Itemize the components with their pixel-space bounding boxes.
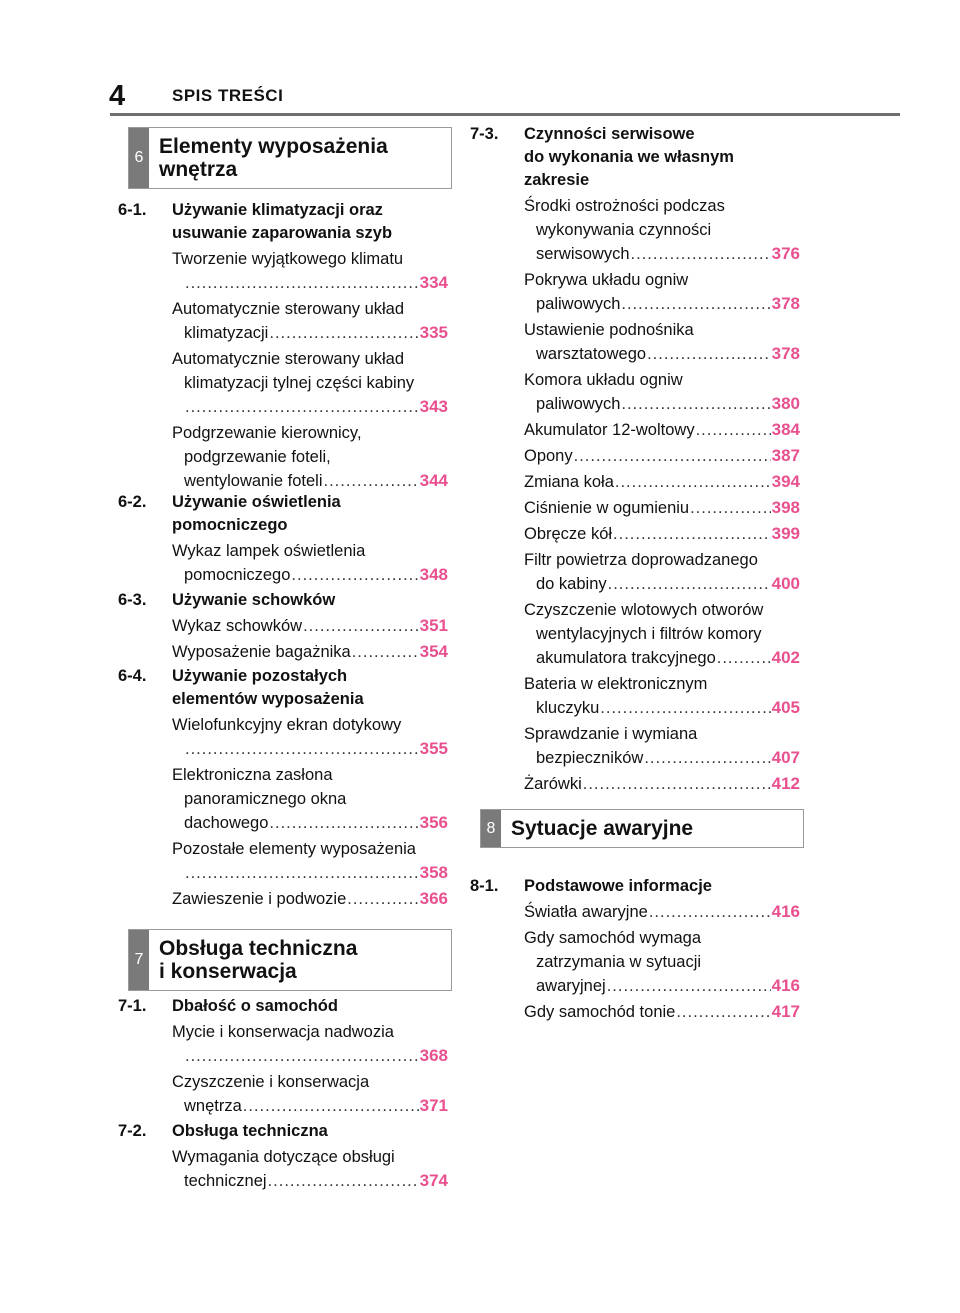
chapter-6-4 (118, 665, 448, 913)
toc-entry-line (172, 1094, 448, 1118)
chapter-title-line: usuwanie zaparowania szyb (172, 224, 393, 242)
toc-entry-text: Zmiana koła (524, 473, 614, 491)
chapter-6-3 (118, 589, 448, 666)
chapter-title-line: Podstawowe informacje (524, 877, 712, 895)
page-link[interactable]: 344 (419, 471, 448, 490)
toc-entry-line (524, 522, 800, 546)
section-title (149, 128, 398, 188)
toc-entry-line (524, 242, 800, 266)
toc-entry-text: Filtr powietrza doprowadzanego (524, 551, 758, 569)
dot-leader (574, 444, 771, 468)
chapter-7-3 (470, 123, 800, 798)
toc-entry-text: Elektroniczna zasłona (172, 766, 333, 784)
toc-entry-text: Gdy samochód wymaga (524, 929, 701, 947)
toc-entry-line (524, 772, 800, 796)
dot-leader (291, 563, 418, 587)
page-link[interactable]: 376 (771, 244, 800, 263)
toc-entry-text: Tworzenie wyjątkowego klimatu (172, 250, 404, 268)
chapter-title-line: do wykonania we własnym (524, 148, 734, 166)
page-link[interactable]: 387 (771, 446, 800, 465)
toc-entry[interactable] (524, 1000, 800, 1024)
toc-entry-text: pomocniczego (184, 566, 291, 584)
toc-entry-line (524, 900, 800, 924)
toc-entry[interactable] (172, 347, 448, 419)
chapter-title-line: Czynności serwisowe (524, 125, 695, 143)
dot-leader (303, 614, 419, 638)
toc-entry-text: dachowego (184, 814, 269, 832)
dot-leader (324, 469, 419, 493)
chapter-title-line: Dbałość o samochód (172, 997, 338, 1015)
toc-entry-text: Pokrywa układu ogniw (524, 271, 689, 289)
toc-entry-text: Wykaz schowków (172, 617, 303, 635)
chapter-title (172, 199, 448, 245)
page-link[interactable]: 348 (419, 565, 448, 584)
page-link[interactable]: 355 (419, 739, 448, 758)
chapter-title-line: Używanie schowków (172, 591, 336, 609)
chapter-number: 6-1. (118, 201, 147, 219)
toc-entry[interactable] (524, 470, 800, 494)
toc-entry[interactable] (172, 837, 448, 885)
chapter-7-1 (118, 995, 448, 1120)
chapter-number: 8-1. (470, 877, 499, 895)
toc-entry-text: kluczyku (536, 699, 600, 717)
page-link[interactable]: 407 (771, 748, 800, 767)
chapter-6-1 (118, 199, 448, 495)
toc-entry-text: Sprawdzanie i wymiana (524, 725, 698, 743)
toc-entry-line (524, 646, 800, 670)
toc-entry-text: panoramicznego okna (184, 790, 347, 808)
dot-leader (185, 737, 419, 761)
page-link[interactable]: 394 (771, 472, 800, 491)
toc-entry-text: Wielofunkcyjny ekran dotykowy (172, 716, 402, 734)
section-header-6[interactable] (128, 127, 452, 189)
toc-entry-text: Gdy samochód tonie (524, 1003, 676, 1021)
chapter-title-line: Używanie klimatyzacji oraz (172, 201, 383, 219)
toc-entry[interactable] (172, 297, 448, 345)
page-link[interactable]: 398 (771, 498, 800, 517)
section-title-line: i konserwacja (159, 960, 297, 983)
toc-entry-text: wnętrza (184, 1097, 242, 1115)
toc-entry[interactable] (524, 900, 800, 924)
dot-leader (185, 395, 419, 419)
page-link[interactable]: 366 (419, 889, 448, 908)
section-title-line: Elementy wyposażenia (159, 135, 388, 158)
toc-entry-text: podgrzewanie foteli, (184, 448, 331, 466)
dot-leader (607, 974, 771, 998)
page-link[interactable]: 358 (419, 863, 448, 882)
page-link[interactable]: 405 (771, 698, 800, 717)
toc-entry-text: awaryjnej (536, 977, 606, 995)
dot-leader (696, 418, 771, 442)
toc-entry[interactable] (524, 926, 800, 998)
toc-entry[interactable] (524, 522, 800, 546)
toc-entry-line (524, 974, 800, 998)
dot-leader (269, 321, 418, 345)
page-link[interactable]: 356 (419, 813, 448, 832)
toc-entry[interactable] (172, 763, 448, 835)
toc-entry[interactable] (524, 772, 800, 796)
toc-entry[interactable] (524, 496, 800, 520)
toc-entry-text: Pozostałe elementy wyposażenia (172, 840, 416, 858)
section-title-line: wnętrza (159, 158, 238, 181)
chapter-heading (470, 875, 800, 898)
dot-leader (647, 342, 771, 366)
toc-entry-line (524, 746, 800, 770)
chapter-number: 6-2. (118, 493, 147, 511)
section-tab-number: 6 (129, 128, 149, 188)
section-title-line: Obsługa techniczna (159, 937, 358, 960)
toc-entry[interactable] (524, 548, 800, 596)
chapter-heading (118, 1120, 448, 1143)
dot-leader (243, 1094, 419, 1118)
toc-entry[interactable] (524, 722, 800, 770)
toc-entry[interactable] (524, 418, 800, 442)
page-number: 4 (109, 80, 126, 112)
toc-entry-line (524, 496, 800, 520)
toc-entry-text: Żarówki (524, 775, 582, 793)
toc-entry-line (172, 563, 448, 587)
header-divider (110, 113, 900, 116)
toc-entry-line (172, 614, 448, 638)
chapter-heading (470, 123, 800, 192)
chapter-6-2 (118, 491, 448, 589)
page-link[interactable]: 334 (419, 273, 448, 292)
dot-leader (613, 522, 771, 546)
toc-entry[interactable] (172, 614, 448, 638)
toc-entry-text: akumulatora trakcyjnego (536, 649, 716, 667)
toc-entry-line (172, 737, 448, 761)
section-header-8[interactable] (480, 809, 804, 848)
chapter-number: 6-4. (118, 667, 147, 685)
toc-entry-text: Podgrzewanie kierownicy, (172, 424, 362, 442)
toc-entry-text: Czyszczenie i konserwacja (172, 1073, 370, 1091)
toc-entry-text: do kabiny (536, 575, 607, 593)
dot-leader (615, 470, 771, 494)
chapter-title (172, 491, 448, 537)
chapter-title (524, 123, 800, 192)
page-link[interactable]: 380 (771, 394, 800, 413)
chapter-title-line: pomocniczego (172, 516, 288, 534)
toc-entry-line (172, 887, 448, 911)
toc-entry-text: Ustawienie podnośnika (524, 321, 694, 339)
toc-entry-text: Automatycznie sterowany układ (172, 300, 405, 318)
page-link[interactable]: 354 (419, 642, 448, 661)
toc-entry-line (524, 1000, 800, 1024)
section-title-line: Sytuacje awaryjne (511, 817, 694, 840)
toc-entry-line (172, 861, 448, 885)
toc-entry[interactable] (172, 421, 448, 493)
toc-entry-line (524, 342, 800, 366)
toc-entry-text: warsztatowego (536, 345, 647, 363)
toc-entry[interactable] (172, 539, 448, 587)
page-link[interactable]: 399 (771, 524, 800, 543)
toc-entry-text: Ciśnienie w ogumieniu (524, 499, 690, 517)
toc-entry-line (172, 321, 448, 345)
section-title (501, 810, 703, 847)
toc-entry[interactable] (524, 368, 800, 416)
toc-entry-text: wykonywania czynności (536, 221, 712, 239)
toc-entry-text: Bateria w elektronicznym (524, 675, 708, 693)
dot-leader (268, 1169, 419, 1193)
dot-leader (608, 572, 771, 596)
toc-entry-text: Światła awaryjne (524, 903, 648, 921)
toc-entry-text: Mycie i konserwacja nadwozia (172, 1023, 394, 1041)
toc-entry-text: Wymagania dotyczące obsługi (172, 1148, 395, 1166)
toc-entry-text: serwisowych (536, 245, 630, 263)
section-tab-number: 8 (481, 810, 501, 847)
page-link[interactable]: 412 (771, 774, 800, 793)
section-title (149, 930, 367, 990)
dot-leader (185, 861, 419, 885)
dot-leader (185, 271, 419, 295)
page-link[interactable]: 384 (771, 420, 800, 439)
toc-entry-line (524, 292, 800, 316)
toc-entry[interactable] (172, 1020, 448, 1068)
section-header-7[interactable] (128, 929, 452, 991)
toc-entry[interactable] (524, 194, 800, 266)
toc-entry-line (524, 444, 800, 468)
page-link[interactable]: 368 (419, 1046, 448, 1065)
page-link[interactable]: 335 (419, 323, 448, 342)
chapter-title-line: zakresie (524, 171, 590, 189)
chapter-heading (118, 199, 448, 245)
page-link[interactable]: 374 (419, 1171, 448, 1190)
page-link[interactable]: 343 (419, 397, 448, 416)
toc-entry[interactable] (172, 887, 448, 911)
chapter-number: 7-1. (118, 997, 147, 1015)
toc-entry-text: Komora układu ogniw (524, 371, 683, 389)
chapter-title-line: Obsługa techniczna (172, 1122, 328, 1140)
dot-leader (185, 1044, 419, 1068)
toc-entry-line (172, 271, 448, 295)
toc-entry[interactable] (524, 444, 800, 468)
chapter-number: 6-3. (118, 591, 147, 609)
chapter-title (524, 875, 800, 898)
toc-entry-text: klimatyzacji tylnej części kabiny (184, 374, 415, 392)
page-link[interactable]: 417 (771, 1002, 800, 1021)
toc-entry-text: zatrzymania w sytuacji (536, 953, 702, 971)
chapter-heading (118, 491, 448, 537)
page-link[interactable]: 371 (419, 1096, 448, 1115)
dot-leader (347, 887, 418, 911)
dot-leader (621, 392, 770, 416)
chapter-number: 7-2. (118, 1122, 147, 1140)
toc-entry[interactable] (524, 598, 800, 670)
section-tab-number: 7 (129, 930, 149, 990)
toc-entry-line (172, 1044, 448, 1068)
toc-entry-line (524, 696, 800, 720)
toc-entry-line (172, 640, 448, 664)
toc-entry-line (172, 1169, 448, 1193)
toc-entry-line (172, 395, 448, 419)
toc-entry[interactable] (524, 268, 800, 316)
page-title: SPIS TREŚCI (172, 86, 284, 105)
toc-entry-line (172, 811, 448, 835)
dot-leader (644, 746, 770, 770)
chapter-heading (118, 995, 448, 1018)
dot-leader (631, 242, 771, 266)
chapter-heading (118, 589, 448, 612)
toc-entry[interactable] (172, 247, 448, 295)
toc-entry-text: Czyszczenie wlotowych otworów (524, 601, 764, 619)
dot-leader (269, 811, 418, 835)
chapter-title (172, 995, 448, 1018)
toc-entry-line (524, 392, 800, 416)
page-link[interactable]: 416 (771, 902, 800, 921)
toc-entry-text: Obręcze kół (524, 525, 613, 543)
dot-leader (649, 900, 771, 924)
toc-entry[interactable] (524, 318, 800, 366)
toc-entry-text: klimatyzacji (184, 324, 269, 342)
toc-entry-line (524, 418, 800, 442)
page-link[interactable]: 351 (419, 616, 448, 635)
page-link[interactable]: 402 (771, 648, 800, 667)
page-link[interactable]: 378 (771, 294, 800, 313)
chapter-title-line: elementów wyposażenia (172, 690, 364, 708)
toc-entry-text: Wykaz lampek oświetlenia (172, 542, 366, 560)
dot-leader (583, 772, 771, 796)
toc-entry-line (524, 470, 800, 494)
toc-entry[interactable] (172, 713, 448, 761)
chapter-title (172, 589, 448, 612)
toc-entry-text: paliwowych (536, 295, 621, 313)
page-link[interactable]: 416 (771, 976, 800, 995)
toc-entry[interactable] (172, 1145, 448, 1193)
chapter-title (172, 665, 448, 711)
chapter-title (172, 1120, 448, 1143)
toc-entry-text: bezpieczników (536, 749, 644, 767)
page-link[interactable]: 378 (771, 344, 800, 363)
toc-entry-text: wentylowanie foteli (184, 472, 323, 490)
toc-entry-text: wentylacyjnych i filtrów komory (536, 625, 762, 643)
chapter-number: 7-3. (470, 125, 499, 143)
dot-leader (717, 646, 771, 670)
toc-entry-text: Akumulator 12-woltowy (524, 421, 695, 439)
dot-leader (676, 1000, 770, 1024)
chapter-title-line: Używanie pozostałych (172, 667, 348, 685)
toc-entry-text: Wyposażenie bagażnika (172, 643, 351, 661)
toc-entry-text: Opony (524, 447, 573, 465)
chapter-heading (118, 665, 448, 711)
dot-leader (600, 696, 770, 720)
toc-entry-line (524, 572, 800, 596)
chapter-title-line: Używanie oświetlenia (172, 493, 341, 511)
toc-entry-text: Zawieszenie i podwozie (172, 890, 347, 908)
toc-entry-text: technicznej (184, 1172, 267, 1190)
toc-entry-text: paliwowych (536, 395, 621, 413)
chapter-7-2 (118, 1120, 448, 1195)
toc-entry-line (172, 469, 448, 493)
dot-leader (690, 496, 771, 520)
toc-entry-text: Środki ostrożności podczas (524, 197, 725, 215)
chapter-8-1 (470, 875, 800, 1026)
dot-leader (621, 292, 770, 316)
toc-entry[interactable] (524, 672, 800, 720)
dot-leader (352, 640, 419, 664)
toc-entry[interactable] (172, 1070, 448, 1118)
toc-entry-text: Automatycznie sterowany układ (172, 350, 405, 368)
toc-entry[interactable] (172, 640, 448, 664)
page-link[interactable]: 400 (771, 574, 800, 593)
